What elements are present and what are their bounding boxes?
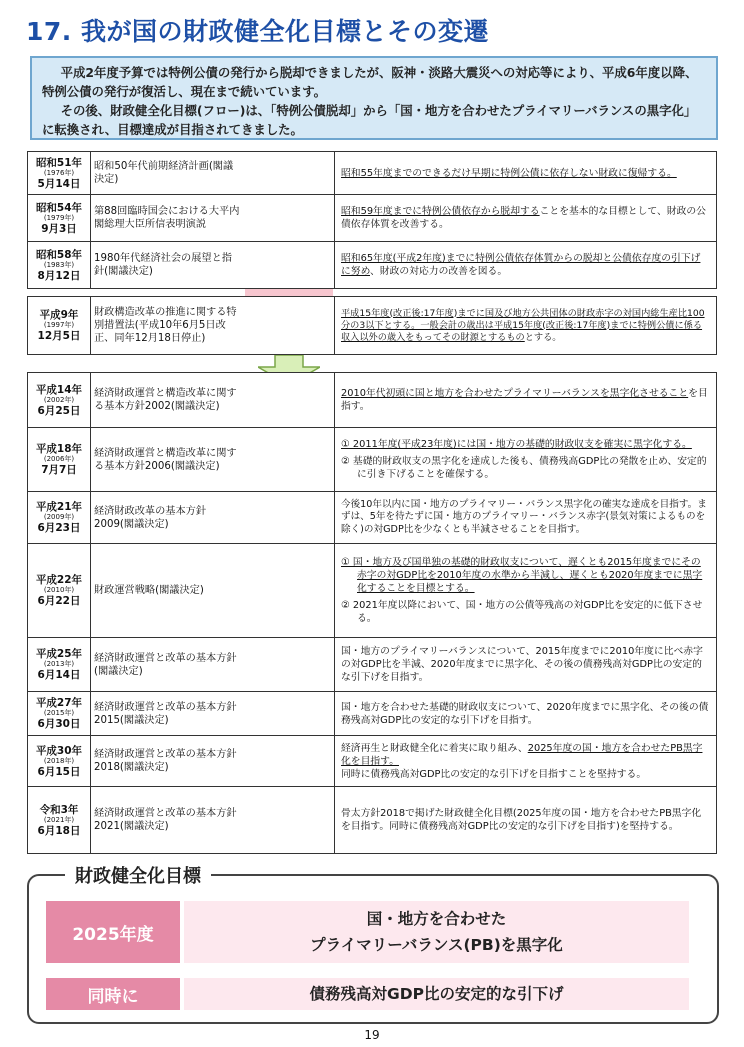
- timeline-row: [27, 194, 717, 242]
- page-title: 17. 我が国の財政健全化目標とその変遷: [26, 17, 489, 46]
- goal-pb-target: 国・地方を合わせた プライマリーバランス(PB)を黒字化: [184, 901, 689, 963]
- row-description: 平成15年度(改正後:17年度)までに国及び地方公共団体の財政赤字の対国内総生産比100分の3以下とする。一般会計の歳出は平成15年度(改正後:17年度)までに特例公債に係る収入以外の歳入をもってその財源とするものとする。: [334, 297, 716, 354]
- row-document: 1980年代経済社会の展望と指針(閣議決定): [94, 253, 232, 277]
- row-document: 経済財政運営と構造改革に関する基本方針2006(閣議決定): [94, 447, 237, 472]
- timeline-row: [27, 691, 717, 736]
- row-document: 財政構造改革の推進に関する特別措置法(平成10年6月5日改正、同年12月18日停止): [94, 307, 237, 344]
- timeline-row: [27, 372, 717, 428]
- timeline-row: [27, 427, 717, 492]
- goal-title: 財政健全化目標: [65, 862, 211, 888]
- row-description: ① 国・地方及び国単独の基礎的財政収支について、遅くとも2015年度までにその赤字の対GDP比を2010年度の水準から半減し、遅くとも2020年度までに黒字化することを目標とする。 ② 2021年度以降において、国・地方の公債等残高の対GDP比を安定的に低下させる。: [334, 544, 716, 637]
- row-document: 経済財政改革の基本方針2009(閣議決定): [94, 505, 207, 530]
- row-description: 骨太方針2018で掲げた財政健全化目標(2025年度の国・地方を合わせたPB黒字化を目指す。同時に債務残高対GDP比の安定的な引下げを目指す)を堅持する。: [334, 787, 716, 853]
- row-document: 昭和50年代前期経済計画(閣議決定): [94, 161, 234, 185]
- row-document: 経済財政運営と改革の基本方針2015(閣議決定): [94, 701, 237, 726]
- row-date: 平成30年 (2018年) 6月15日: [28, 736, 91, 786]
- timeline-row: [27, 491, 717, 544]
- goal-year-label: 2025年度: [46, 901, 180, 963]
- row-document: 経済財政運営と改革の基本方針2021(閣議決定): [94, 808, 237, 832]
- row-date: 平成18年 (2006年) 7月7日: [28, 428, 91, 491]
- row-description: 昭和55年度までのできるだけ早期に特例公債に依存しない財政に復帰する。: [334, 152, 716, 194]
- row-date: 昭和54年 (1979年) 9月3日: [28, 195, 91, 241]
- timeline-row: [27, 241, 717, 289]
- row-date: 令和3年 (2021年) 6月18日: [28, 787, 91, 853]
- row-description: 国・地方を合わせた基礎的財政収支について、2020年度までに黒字化、その後の債務残高対GDP比の安定的な引下げを目指す。: [334, 692, 716, 735]
- row-description: 今後10年以内に国・地方のプライマリー・バランス黒字化の確実な達成を目指す。まずは、5年を待たずに国・地方のプライマリー・バランス赤字(景気対策によるものを除く)の対GDP比を少なくとも半減させることを目指す。: [334, 492, 716, 543]
- row-date: 昭和51年 (1976年) 5月14日: [28, 152, 91, 194]
- row-date: 昭和58年 (1983年) 8月12日: [28, 242, 91, 288]
- row-description: ① 2011年度(平成23年度)には国・地方の基礎的財政収支を確実に黒字化する。 ② 基礎的財政収支の黒字化を達成した後も、債務残高GDP比の発散を止め、安定的に引き下げることを確保する。: [334, 428, 716, 491]
- timeline-row: [27, 296, 717, 355]
- page-number: 19: [364, 1028, 380, 1042]
- row-description: 経済再生と財政健全化に着実に取り組み、2025年度の国・地方を合わせたPB黒字化を目指す。 同時に債務残高対GDP比の安定的な引下げを目指すことを堅持する。: [334, 736, 716, 786]
- timeline-row: [27, 637, 717, 692]
- row-date: 平成25年 (2013年) 6月14日: [28, 638, 91, 691]
- row-document: 経済財政運営と改革の基本方針2018(閣議決定): [94, 749, 237, 773]
- goal-simultaneous-label: 同時に: [46, 978, 180, 1010]
- row-description: 昭和59年度までに特例公債依存から脱却することを基本的な目標として、財政の公債依存体質を改善する。: [334, 195, 716, 241]
- intro-paragraph-1: 平成2年度予算では特例公債の発行から脱却できましたが、阪神・淡路大震災への対応等により、平成6年度以降、特例公債の発行が復活し、現在まで続いています。: [42, 65, 698, 99]
- row-date: 平成22年 (2010年) 6月22日: [28, 544, 91, 637]
- timeline-row: [27, 735, 717, 787]
- row-document: 第88回臨時国会における大平内閣総理大臣所信表明演説: [94, 206, 240, 230]
- fiscal-goal-box: [27, 866, 719, 1024]
- timeline-row: [27, 151, 717, 195]
- row-date: 平成21年 (2009年) 6月23日: [28, 492, 91, 543]
- intro-box: [30, 56, 718, 140]
- row-description: 2010年代初頭に国と地方を合わせたプライマリーバランスを黒字化させることを目指す。: [334, 373, 716, 427]
- row-date: 平成27年 (2015年) 6月30日: [28, 692, 91, 735]
- goal-debt-target: 債務残高対GDP比の安定的な引下げ: [184, 978, 689, 1010]
- row-document: 経済財政運営と構造改革に関する基本方針2002(閣議決定): [94, 388, 237, 412]
- timeline-row: [27, 786, 717, 854]
- row-description: 昭和65年度(平成2年度)までに特例公債依存体質からの脱却と公債依存度の引下げに努め、財政の対応力の改善を図る。: [334, 242, 716, 288]
- row-description: 国・地方のプライマリーバランスについて、2015年度までに2010年度に比べ赤字の対GDP比を半減、2020年度までに黒字化、その後の債務残高対GDP比の安定的な引下げを目指す。: [334, 638, 716, 691]
- intro-paragraph-2: その後、財政健全化目標(フロー)は、「特例公債脱却」から「国・地方を合わせたプライマリーバランスの黒字化」に転換され、目標達成が目指されてきました。: [42, 103, 697, 137]
- row-date: 平成14年 (2002年) 6月25日: [28, 373, 91, 427]
- timeline-row: [27, 543, 717, 638]
- row-date: 平成9年 (1997年) 12月5日: [28, 297, 91, 354]
- row-document: 財政運営戦略(閣議決定): [94, 585, 204, 596]
- row-document: 経済財政運営と改革の基本方針(閣議決定): [94, 652, 237, 677]
